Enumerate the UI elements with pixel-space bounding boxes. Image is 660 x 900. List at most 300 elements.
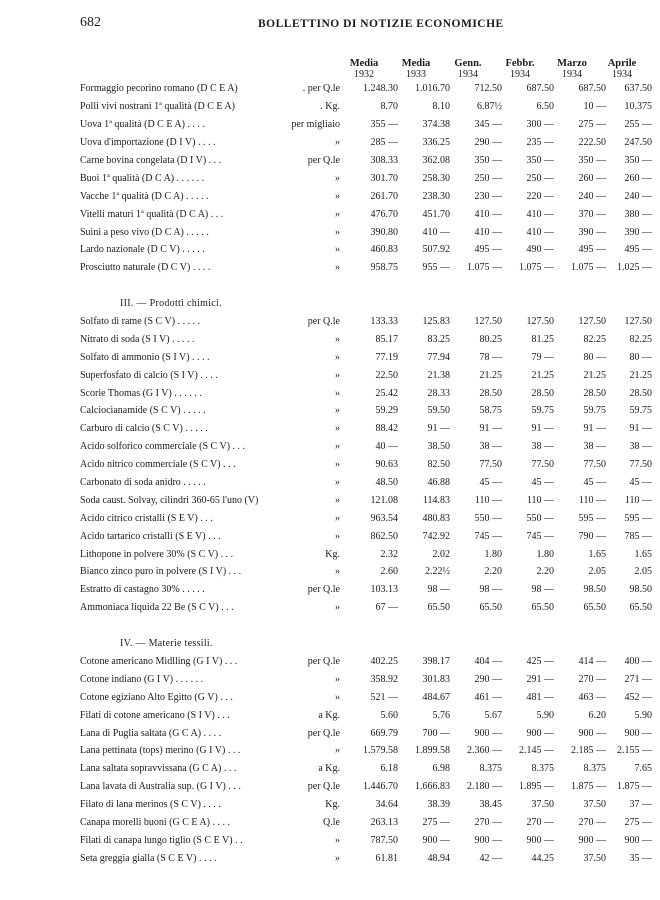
price-cell: 110 — xyxy=(578,494,606,506)
item-unit: . Kg. xyxy=(320,101,340,113)
price-cell: 301.83 xyxy=(422,673,450,685)
price-cell: 82.25 xyxy=(629,333,652,345)
price-cell: 270 — xyxy=(526,816,554,828)
item-unit: » xyxy=(335,333,340,345)
item-name: Ammoniaca liquida 22 Be (S C V) . . . xyxy=(80,602,234,614)
price-cell: 260 — xyxy=(624,172,652,184)
item-name: Solfato di rame (S C V) . . . . . xyxy=(80,316,201,328)
price-cell: 374.38 xyxy=(422,119,450,131)
price-cell: 65.50 xyxy=(583,602,606,614)
section-heading-row xyxy=(80,295,652,313)
price-cell: 6.98 xyxy=(432,763,450,775)
table-row xyxy=(80,348,652,366)
item-unit: » xyxy=(335,745,340,757)
price-cell: 34.64 xyxy=(375,799,398,811)
price-cell: 2.05 xyxy=(634,566,652,578)
table-row xyxy=(80,742,652,760)
item-unit: » xyxy=(335,137,340,149)
price-cell: 350 — xyxy=(526,155,554,166)
item-name: Nitrato di soda (S I V) . . . . . xyxy=(80,333,195,345)
price-cell: 88.42 xyxy=(375,423,398,435)
price-cell: 362.08 xyxy=(422,155,450,166)
price-cell: 271 — xyxy=(624,673,652,685)
price-cell: 85.17 xyxy=(375,333,398,345)
price-cell: 255 — xyxy=(624,119,652,131)
price-cell: 1.016.70 xyxy=(415,83,450,95)
price-cell: 460.83 xyxy=(370,244,398,256)
table-row xyxy=(80,688,652,706)
price-cell: 220 — xyxy=(526,190,554,202)
price-cell: 2.155 — xyxy=(617,745,652,757)
price-cell: 38 — xyxy=(629,441,652,453)
price-cell: 22.50 xyxy=(375,369,398,381)
price-cell: 250 — xyxy=(474,172,502,184)
price-cell: 900 — xyxy=(624,834,652,846)
running-head: BOLLETTINO DI NOTIZIE ECONOMICHE xyxy=(258,18,504,30)
item-unit: per Q.le xyxy=(307,727,340,739)
table-row xyxy=(80,187,652,205)
item-unit: » xyxy=(335,602,340,614)
price-cell: 900 — xyxy=(526,834,554,846)
item-name: Vitelli maturi 1ª qualità (D C A) . . . xyxy=(80,208,224,220)
item-name: Seta greggia gialla (S C E V) . . . . xyxy=(80,852,217,864)
price-cell: 28.50 xyxy=(479,387,502,399)
price-cell: 380 — xyxy=(624,208,652,220)
price-cell: 461 — xyxy=(474,691,502,703)
price-cell: 110 — xyxy=(526,494,554,506)
price-cell: 61.81 xyxy=(375,852,398,864)
spacer-row xyxy=(80,617,652,635)
item-name: Polli vivi nostrani 1ª qualità (D C E A) xyxy=(80,101,235,113)
price-cell: 127.50 xyxy=(578,316,606,328)
price-cell: 463 — xyxy=(578,691,606,703)
price-cell: 91 — xyxy=(427,423,450,435)
price-cell: 21.25 xyxy=(583,369,606,381)
price-cell: 1.65 xyxy=(634,548,652,560)
table-row xyxy=(80,313,652,331)
price-cell: 98 — xyxy=(427,584,450,596)
price-cell: 1.895 — xyxy=(519,781,554,793)
price-cell: 900 — xyxy=(422,834,450,846)
table-row xyxy=(80,814,652,832)
price-cell: 125.83 xyxy=(422,316,450,328)
table-row xyxy=(80,796,652,814)
price-cell: 410 — xyxy=(526,208,554,220)
price-cell: 40 — xyxy=(375,441,398,453)
price-cell: 8.10 xyxy=(432,101,450,113)
item-unit: » xyxy=(335,369,340,381)
price-cell: 1.248.30 xyxy=(363,83,398,95)
price-cell: 65.50 xyxy=(427,602,450,614)
section-heading-row xyxy=(80,635,652,653)
table-row xyxy=(80,778,652,796)
price-cell: 240 — xyxy=(578,190,606,202)
item-unit: » xyxy=(335,494,340,506)
column-label: Aprile xyxy=(607,58,637,69)
price-cell: 1.025 — xyxy=(617,262,652,274)
item-unit: » xyxy=(335,852,340,864)
item-unit: a Kg. xyxy=(318,763,340,775)
price-cell: 240 — xyxy=(624,190,652,202)
price-cell: 1.65 xyxy=(588,548,606,560)
price-cell: 410 — xyxy=(474,208,502,220)
price-cell: 963.54 xyxy=(370,512,398,524)
price-cell: 900 — xyxy=(578,727,606,739)
item-unit: » xyxy=(335,530,340,542)
item-unit: » xyxy=(335,190,340,202)
column-header xyxy=(546,58,598,80)
price-cell: 476.70 xyxy=(370,208,398,220)
item-name: Acido nitrico commerciale (S C V) . . . xyxy=(80,459,236,471)
price-cell: 83.25 xyxy=(427,333,450,345)
item-name: Uova d'importazione (D I V) . . . . xyxy=(80,137,216,149)
price-cell: 8.375 xyxy=(479,763,502,775)
price-cell: 8.70 xyxy=(380,101,398,113)
price-cell: 235 — xyxy=(526,137,554,149)
price-cell: 250 — xyxy=(526,172,554,184)
price-cell: 98 — xyxy=(531,584,554,596)
price-cell: 59.50 xyxy=(427,405,450,417)
item-unit: » xyxy=(335,226,340,238)
price-cell: 425 — xyxy=(526,655,554,667)
column-header xyxy=(596,58,648,80)
price-cell: 275 — xyxy=(624,816,652,828)
item-name: Formaggio pecorino romano (D C E A) xyxy=(80,83,238,95)
item-name: Calciocianamide (S C V) . . . . . xyxy=(80,405,206,417)
price-cell: 745 — xyxy=(526,530,554,542)
column-year: 1934 xyxy=(458,69,478,80)
price-cell: 59.75 xyxy=(629,405,652,417)
price-cell: 350 — xyxy=(624,155,652,166)
price-cell: 390 — xyxy=(624,226,652,238)
table-row xyxy=(80,581,652,599)
table-row xyxy=(80,116,652,134)
item-name: Acido solforico commerciale (S C V) . . . xyxy=(80,441,246,453)
price-cell: 260 — xyxy=(578,172,606,184)
column-header xyxy=(442,58,494,80)
price-cell: 955 — xyxy=(422,262,450,274)
price-cell: 77.94 xyxy=(427,351,450,363)
price-cell: 700 — xyxy=(422,727,450,739)
price-cell: 45 — xyxy=(583,477,606,489)
item-name: Carburo di calcio (S C V) . . . . . xyxy=(80,423,208,435)
item-name: Suini a peso vivo (D C A) . . . . . xyxy=(80,226,209,238)
price-cell: 270 — xyxy=(578,816,606,828)
column-label: Marzo xyxy=(557,58,587,69)
price-cell: 275 — xyxy=(422,816,450,828)
table-row xyxy=(80,653,652,671)
price-cell: 38 — xyxy=(583,441,606,453)
item-name: Uova 1ª qualità (D C E A) . . . . xyxy=(80,119,205,131)
price-cell: 114.83 xyxy=(422,494,450,506)
table-row xyxy=(80,134,652,152)
price-cell: 1.075 — xyxy=(519,262,554,274)
table-row xyxy=(80,223,652,241)
item-unit: » xyxy=(335,477,340,489)
price-cell: 121.08 xyxy=(370,494,398,506)
price-cell: 270 — xyxy=(474,816,502,828)
price-cell: 490 — xyxy=(526,244,554,256)
price-cell: 10 — xyxy=(583,101,606,113)
price-cell: 345 — xyxy=(474,119,502,131)
table-row xyxy=(80,599,652,617)
table-row xyxy=(80,420,652,438)
item-name: Lithopone in polvere 30% (S C V) . . . xyxy=(80,548,234,560)
price-cell: 790 — xyxy=(578,530,606,542)
item-name: Soda caust. Solvay, cilindri 360-65 l'uno (V) xyxy=(80,494,259,506)
table-row xyxy=(80,491,652,509)
price-cell: 550 — xyxy=(474,512,502,524)
price-cell: 45 — xyxy=(479,477,502,489)
table-row xyxy=(80,152,652,170)
item-unit: » xyxy=(335,172,340,184)
column-year: 1934 xyxy=(562,69,582,80)
price-cell: 301.70 xyxy=(370,172,398,184)
price-cell: 28.33 xyxy=(427,387,450,399)
item-unit: per Q.le xyxy=(307,781,340,793)
price-cell: 712.50 xyxy=(474,83,502,95)
price-cell: 481 — xyxy=(526,691,554,703)
price-cell: 1.075 — xyxy=(467,262,502,274)
item-unit: per Q.le xyxy=(307,584,340,596)
price-cell: 222.50 xyxy=(578,137,606,149)
table-row xyxy=(80,438,652,456)
item-unit: » xyxy=(335,566,340,578)
price-cell: 77.50 xyxy=(531,459,554,471)
price-cell: 59.75 xyxy=(531,405,554,417)
item-name: Acido tartarico cristalli (S E V) . . . xyxy=(80,530,221,542)
item-unit: » xyxy=(335,405,340,417)
price-cell: 48.50 xyxy=(375,477,398,489)
item-name: Scorie Thomas (G I V) . . . . . . xyxy=(80,387,202,399)
price-cell: 91 — xyxy=(583,423,606,435)
price-cell: 270 — xyxy=(578,673,606,685)
item-unit: » xyxy=(335,262,340,274)
price-cell: 44.25 xyxy=(531,852,554,864)
price-cell: 28.50 xyxy=(629,387,652,399)
price-cell: 263.13 xyxy=(370,816,398,828)
table-row xyxy=(80,760,652,778)
item-name: Acido citrico cristalli (S E V) . . . xyxy=(80,512,213,524)
price-cell: 370 — xyxy=(578,208,606,220)
item-unit: a Kg. xyxy=(318,709,340,721)
item-name: Solfato di ammonio (S I V) . . . . xyxy=(80,351,210,363)
table-row xyxy=(80,259,652,277)
price-cell: 862.50 xyxy=(370,530,398,542)
column-year: 1934 xyxy=(612,69,632,80)
price-cell: 48.94 xyxy=(427,852,450,864)
price-cell: 6.87½ xyxy=(477,101,502,113)
price-cell: 127.50 xyxy=(526,316,554,328)
price-cell: 637.50 xyxy=(624,83,652,95)
price-cell: 10.375 xyxy=(624,101,652,113)
item-unit: per Q.le xyxy=(307,155,340,166)
item-name: Lana saltata sopravvissana (G C A) . . . xyxy=(80,763,237,775)
table-row xyxy=(80,670,652,688)
price-cell: 2.360 — xyxy=(467,745,502,757)
table-row xyxy=(80,724,652,742)
price-cell: 350 — xyxy=(578,155,606,166)
item-unit: » xyxy=(335,673,340,685)
price-cell: 80 — xyxy=(629,351,652,363)
item-name: Carne bovina congelata (D I V) . . . xyxy=(80,155,222,166)
column-header xyxy=(494,58,546,80)
item-name: Lana lavata di Australia sup. (G I V) . . . xyxy=(80,781,241,793)
price-cell: 5.76 xyxy=(432,709,450,721)
item-unit: » xyxy=(335,351,340,363)
item-name: Bianco zinco puro in polvere (S I V) . . . xyxy=(80,566,242,578)
price-cell: 82.50 xyxy=(427,459,450,471)
price-cell: 261.70 xyxy=(370,190,398,202)
price-cell: 5.90 xyxy=(536,709,554,721)
item-name: Filato di lana merinos (S C V) . . . . xyxy=(80,799,221,811)
price-cell: 6.20 xyxy=(588,709,606,721)
item-name: Lardo nazionale (D C V) . . . . . xyxy=(80,244,205,256)
table-row xyxy=(80,527,652,545)
price-cell: 80.25 xyxy=(479,333,502,345)
price-cell: 7.65 xyxy=(634,763,652,775)
item-unit: » xyxy=(335,691,340,703)
price-cell: 127.50 xyxy=(624,316,652,328)
column-label: Febbr. xyxy=(505,58,535,69)
price-cell: 98 — xyxy=(479,584,502,596)
price-cell: 958.75 xyxy=(370,262,398,274)
table-row xyxy=(80,402,652,420)
item-name: Estratto di castagno 30% . . . . . xyxy=(80,584,205,596)
price-cell: 2.05 xyxy=(588,566,606,578)
price-cell: 1.875 — xyxy=(617,781,652,793)
price-cell: 79 — xyxy=(531,351,554,363)
price-cell: 77.50 xyxy=(479,459,502,471)
price-cell: 65.50 xyxy=(531,602,554,614)
price-cell: 133.33 xyxy=(370,316,398,328)
price-cell: 1.80 xyxy=(484,548,502,560)
table-row xyxy=(80,366,652,384)
price-cell: 1.075 — xyxy=(571,262,606,274)
price-cell: 452 — xyxy=(624,691,652,703)
price-cell: 38 — xyxy=(479,441,502,453)
price-cell: 1.666.83 xyxy=(415,781,450,793)
price-cell: 398.17 xyxy=(422,655,450,667)
table-row xyxy=(80,80,652,98)
price-cell: 91 — xyxy=(531,423,554,435)
price-cell: 2.32 xyxy=(380,548,398,560)
price-cell: 38.50 xyxy=(427,441,450,453)
table-row xyxy=(80,545,652,563)
price-cell: 5.90 xyxy=(634,709,652,721)
price-cell: 258.30 xyxy=(422,172,450,184)
table-row xyxy=(80,456,652,474)
price-cell: 59.29 xyxy=(375,405,398,417)
table-row xyxy=(80,706,652,724)
price-cell: 358.92 xyxy=(370,673,398,685)
price-cell: 37.50 xyxy=(583,852,606,864)
price-cell: 787.50 xyxy=(370,834,398,846)
price-cell: 402.25 xyxy=(370,655,398,667)
price-cell: 390 — xyxy=(578,226,606,238)
item-unit: per Q.le xyxy=(307,316,340,328)
price-cell: 65.50 xyxy=(479,602,502,614)
price-cell: 495 — xyxy=(624,244,652,256)
price-cell: 275 — xyxy=(578,119,606,131)
price-cell: 90.63 xyxy=(375,459,398,471)
column-year: 1934 xyxy=(510,69,530,80)
price-cell: 230 — xyxy=(474,190,502,202)
price-cell: 67 — xyxy=(375,602,398,614)
price-cell: 742.92 xyxy=(422,530,450,542)
price-cell: 290 — xyxy=(474,673,502,685)
price-cell: 400 — xyxy=(624,655,652,667)
price-cell: 484.67 xyxy=(422,691,450,703)
price-cell: 291 — xyxy=(526,673,554,685)
price-cell: 2.185 — xyxy=(571,745,606,757)
price-cell: 127.50 xyxy=(474,316,502,328)
price-cell: 38 — xyxy=(531,441,554,453)
price-cell: 2.145 — xyxy=(519,745,554,757)
table-row xyxy=(80,831,652,849)
item-unit: » xyxy=(335,387,340,399)
item-unit: Kg. xyxy=(325,548,340,560)
column-year: 1932 xyxy=(354,69,374,80)
price-cell: 21.25 xyxy=(629,369,652,381)
price-cell: 900 — xyxy=(474,727,502,739)
column-label: Media xyxy=(349,58,379,69)
item-name: Cotone indiano (G I V) . . . . . . xyxy=(80,673,204,685)
price-cell: 290 — xyxy=(474,137,502,149)
section-heading: III. — Prodotti chimici. xyxy=(120,298,222,310)
price-cell: 550 — xyxy=(526,512,554,524)
price-cell: 247.50 xyxy=(624,137,652,149)
price-cell: 2.60 xyxy=(380,566,398,578)
price-cell: 78 — xyxy=(479,351,502,363)
item-unit: per migliaio xyxy=(291,119,340,131)
item-name: Prosciutto naturale (D C V) . . . . xyxy=(80,262,211,274)
price-cell: 91 — xyxy=(629,423,652,435)
price-cell: 5.67 xyxy=(484,709,502,721)
price-cell: 1.875 — xyxy=(571,781,606,793)
price-cell: 2.180 — xyxy=(467,781,502,793)
price-cell: 21.38 xyxy=(427,369,450,381)
price-cell: 80 — xyxy=(583,351,606,363)
item-unit: » xyxy=(335,441,340,453)
item-unit: Q.le xyxy=(323,816,340,828)
price-cell: 900 — xyxy=(624,727,652,739)
table-row xyxy=(80,384,652,402)
price-cell: 8.375 xyxy=(583,763,606,775)
section-heading: IV. — Materie tessili. xyxy=(120,638,213,650)
price-cell: 350 — xyxy=(474,155,502,166)
price-cell: 238.30 xyxy=(422,190,450,202)
column-header xyxy=(338,58,390,80)
column-header xyxy=(390,58,442,80)
item-unit: per Q.le xyxy=(307,655,340,667)
item-name: Cotone egiziano Alto Egitto (G V) . . . xyxy=(80,691,233,703)
price-cell: 28.50 xyxy=(583,387,606,399)
item-name: Carbonato di soda anidro . . . . . xyxy=(80,477,206,489)
price-cell: 77.50 xyxy=(629,459,652,471)
table-row xyxy=(80,474,652,492)
item-unit: Kg. xyxy=(325,799,340,811)
price-cell: 1.899.58 xyxy=(415,745,450,757)
price-cell: 6.50 xyxy=(536,101,554,113)
price-cell: 37.50 xyxy=(583,799,606,811)
price-cell: 6.18 xyxy=(380,763,398,775)
price-cell: 1.80 xyxy=(536,548,554,560)
price-cell: 98.50 xyxy=(629,584,652,596)
table-row xyxy=(80,330,652,348)
price-cell: 103.13 xyxy=(370,584,398,596)
item-unit: » xyxy=(335,208,340,220)
